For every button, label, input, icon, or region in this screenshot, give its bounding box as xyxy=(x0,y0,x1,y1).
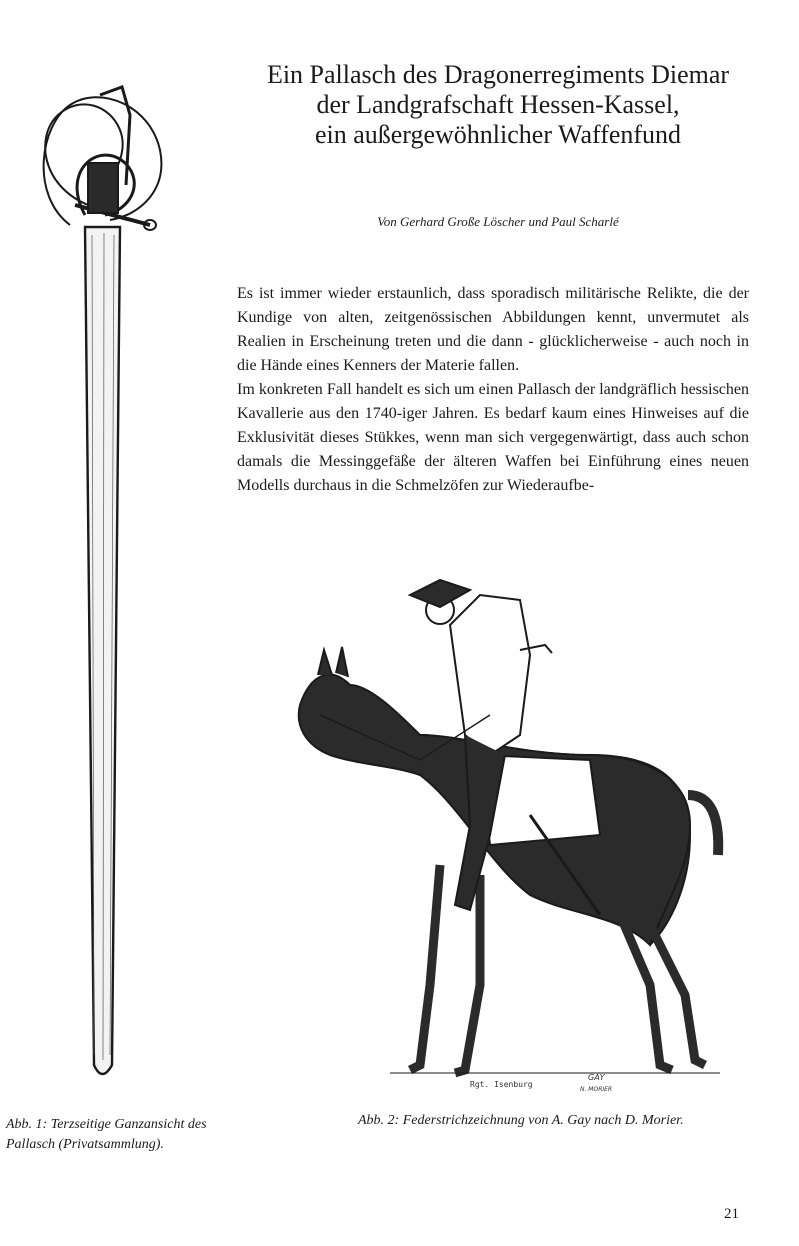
title-line-1: Ein Pallasch des Dragonerregiments Diemar xyxy=(266,60,730,89)
body-paragraph-1: Es ist immer wieder erstaunlich, dass sporadisch militärische Relikte, die der Kundige von alten, zeitgenössischen Abbildungen kennt, unvermutet als Realien in Erscheinung treten und die dann - glücklicherweise - auch noch in die Hände eines Kenners der Materie fallen. xyxy=(237,285,749,374)
signature-gay: GAY xyxy=(588,1073,605,1082)
figure-1-caption: Abb. 1: Terzseitige Ganzansicht des Pallasch (Privatsammlung). xyxy=(6,1117,207,1152)
body-paragraph-2: Im konkreten Fall handelt es sich um einen Pallasch der landgräflich hessischen Kavallerie aus den 1740-iger Jahren. Es bedarf kaum eines Hinweises auf die Exklusivität dieses Stükkes, wenn man sich vergegenwärtigt, dass auch schon damals die Messinggefäße der älteren Waffen bei Einführung eines neuen Modells durchaus in die Schmelzöfen zur Wiederaufbe- xyxy=(237,381,749,494)
pallasch-sword-illustration xyxy=(30,75,180,1085)
article-title xyxy=(228,60,768,150)
article-body xyxy=(237,282,749,498)
title-line-2: der Landgrafschaft Hessen-Kassel, xyxy=(316,90,680,119)
page-number: 21 xyxy=(724,1206,739,1222)
author-byline: Von Gerhard Große Löscher und Paul Scharlé xyxy=(377,214,619,229)
figure-2-caption: Abb. 2: Federstrichzeichnung von A. Gay nach D. Morier. xyxy=(358,1113,684,1128)
signature-morier: N. MORIER xyxy=(580,1086,613,1093)
dragoon-rider-illustration xyxy=(290,565,730,1105)
figure-label: Rgt. Isenburg xyxy=(470,1080,533,1089)
title-line-3: ein außergewöhnlicher Waffenfund xyxy=(314,120,682,149)
